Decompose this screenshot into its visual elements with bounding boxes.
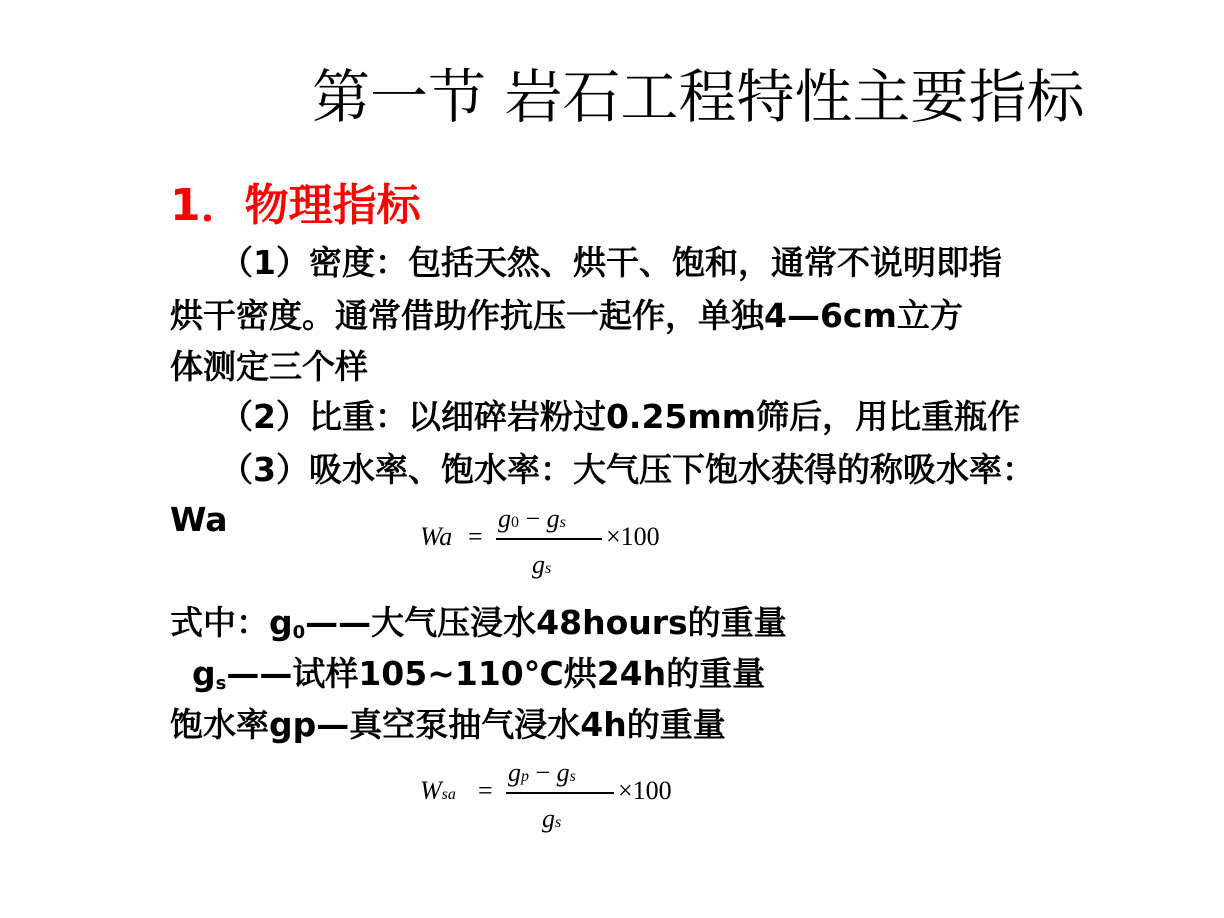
formula1-numerator: g0 − gs: [498, 504, 566, 533]
formula2-numerator: gp − gs: [508, 758, 576, 787]
formula2-denominator: gs: [542, 804, 562, 833]
definition-gs: gs——试样105~110℃烘24h的重量: [192, 654, 766, 694]
formula1-denominator: gs: [532, 550, 552, 579]
formula1-fraction-bar: [496, 538, 602, 540]
paragraph-density-line1: （1）密度：包括天然、烘干、饱和，通常不说明即指: [220, 243, 1002, 282]
paragraph-absorption-line2: Wa: [170, 500, 228, 539]
formula1-times: ×100: [606, 522, 660, 551]
paragraph-density-line2: 烘干密度。通常借助作抗压一起作，单独4—6cm立方: [170, 296, 963, 335]
slide-title: 第一节 岩石工程特性主要指标: [312, 63, 1085, 131]
formula2-times: ×100: [618, 776, 672, 805]
formula-water-absorption: [420, 500, 700, 590]
paragraph-density-line3: 体测定三个样: [170, 347, 368, 386]
section-heading: 1．物理指标: [170, 180, 421, 231]
formula1-lhs: Wa: [420, 522, 453, 551]
definition-gp: 饱水率gp—真空泵抽气浸水4h的重量: [170, 705, 726, 744]
formula2-lhs: Wsa: [420, 776, 456, 805]
formula2-equals: =: [478, 776, 493, 805]
formula1-equals: =: [468, 522, 483, 551]
paragraph-absorption-line1: （3）吸水率、饱水率：大气压下饱水获得的称吸水率：: [220, 450, 1035, 489]
formula2-fraction-bar: [506, 792, 614, 794]
paragraph-specific-gravity: （2）比重：以细碎岩粉过0.25mm筛后，用比重瓶作: [220, 397, 1021, 436]
formula-saturation-absorption: [420, 754, 700, 844]
definition-g0: 式中：g0——大气压浸水48hours的重量: [170, 603, 787, 643]
